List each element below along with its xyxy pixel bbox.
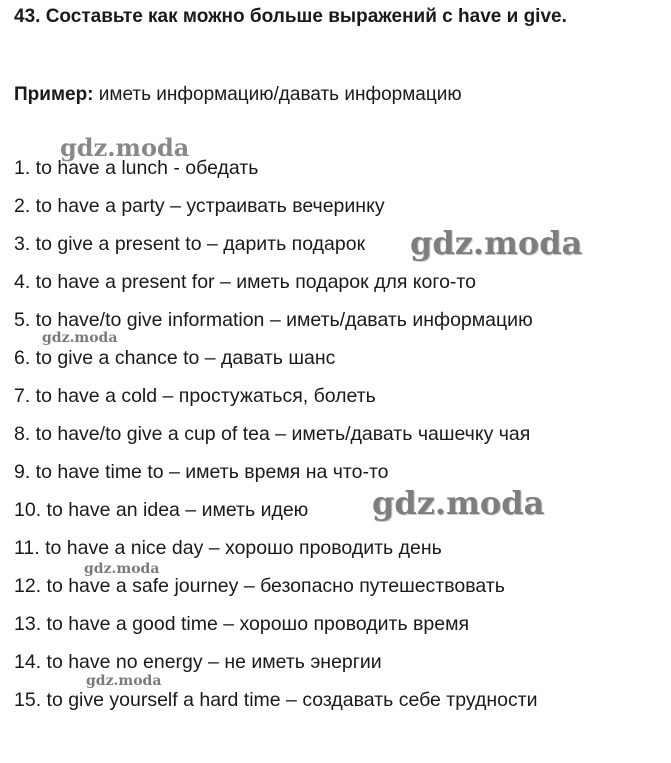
answer-item-6: 6. to give a chance to – давать шанс xyxy=(14,347,336,369)
answer-item-2: 2. to have a party – устраивать вечеринку xyxy=(14,195,385,217)
answer-item-5: 5. to have/to give information – иметь/давать информацию xyxy=(14,309,533,331)
watermark: gdz.moda xyxy=(60,133,190,162)
answer-item-4: 4. to have a present for – иметь подарок для кого-то xyxy=(14,271,476,293)
answer-item-10: 10. to have an idea – иметь идею xyxy=(14,499,309,521)
watermark: gdz.moda xyxy=(410,224,583,262)
answer-item-9: 9. to have time to – иметь время на что-то xyxy=(14,461,389,483)
answer-item-11: 11. to have a nice day – хорошо проводить день xyxy=(14,537,442,559)
example-text: иметь информацию/давать информацию xyxy=(93,84,462,105)
answer-item-7: 7. to have a cold – простужаться, болеть xyxy=(14,385,376,407)
answer-item-13: 13. to have a good time – хорошо проводить время xyxy=(14,613,470,635)
watermark: gdz.moda xyxy=(86,673,162,689)
answer-item-14: 14. to have no energy – не иметь энергии xyxy=(14,651,382,673)
answer-item-8: 8. to have/to give a cup of tea – иметь/давать чашечку чая xyxy=(14,423,531,445)
task-title: 43. Составьте как можно больше выражений с have и give. xyxy=(14,6,567,27)
example-line xyxy=(14,84,462,106)
answer-item-12: 12. to have a safe journey – безопасно путешествовать xyxy=(14,575,505,597)
watermark: gdz.moda xyxy=(84,561,160,577)
answer-item-15: 15. to give yourself a hard time – создавать себе трудности xyxy=(14,689,538,711)
answer-item-1: 1. to have a lunch - обедать xyxy=(14,157,259,179)
watermark: gdz.moda xyxy=(372,484,545,522)
answer-item-3: 3. to give a present to – дарить подарок xyxy=(14,233,366,255)
example-label: Пример: xyxy=(14,84,94,105)
watermark: gdz.moda xyxy=(42,330,118,346)
